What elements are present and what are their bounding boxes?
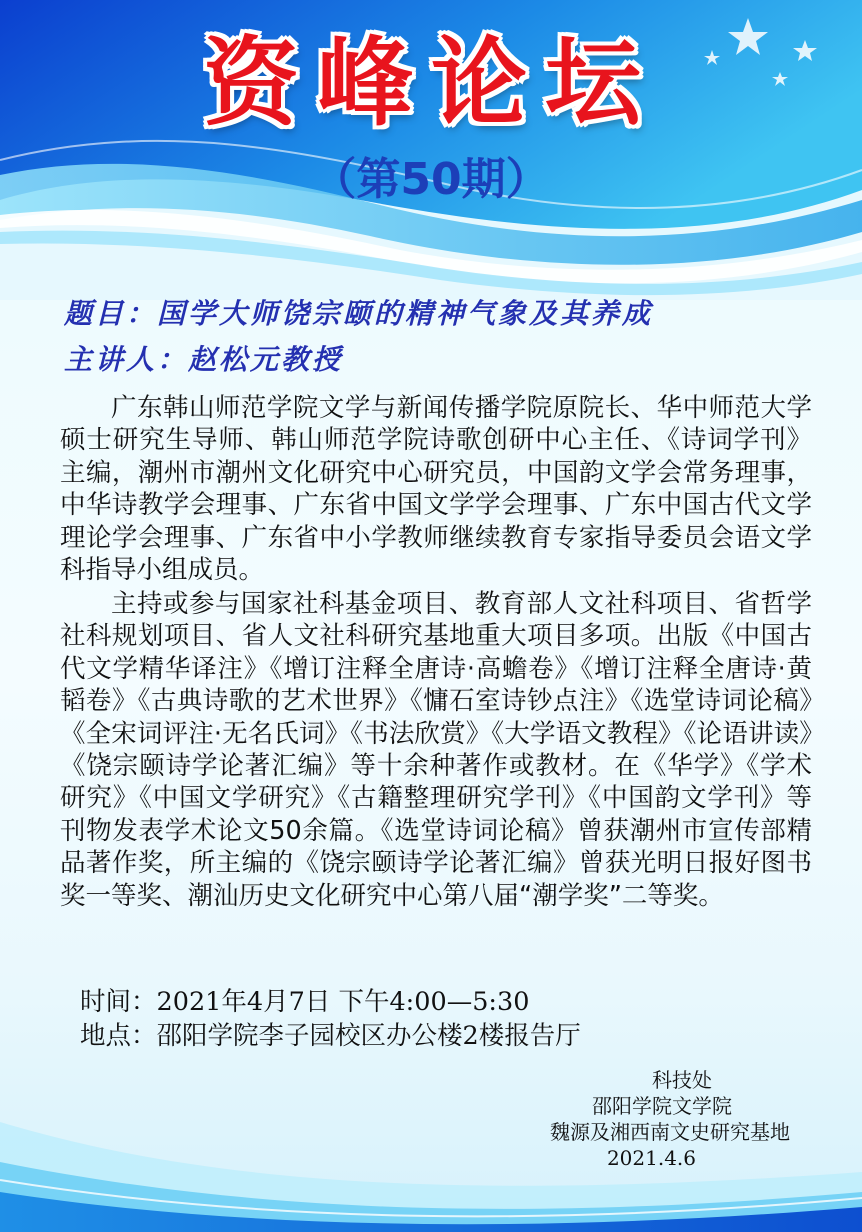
event-place: 地点：邵阳学院李子园校区办公楼2楼报告厅 <box>80 1021 581 1051</box>
speaker-bio-paragraph-2: 主持或参与国家社科基金项目、教育部人文社科项目、省哲学社科规划项目、省人文社科研究基地重大项目多项。出版《中国古代文学精华译注》《增订注释全唐诗·高蟾卷》《增订注释全唐诗·黄韬卷》《古典诗歌的艺术世界》《慵石室诗钞点注》《选堂诗词论稿》《全宋词评注·无名氏词》《书法欣赏》《大学语文教程》《论语讲读》《饶宗颐诗学论著汇编》等十余种著作或教材。在《华学》《学术研究》《中国文学研究》《古籍整理研究学刊》《中国韵文学刊》等刊物发表学术论文50余篇。《选堂诗词论稿》曾获潮州市宣传部精品著作奖，所主编的《饶宗颐诗学论著汇编》曾获光明日报好图书奖一等奖、潮汕历史文化研究中心第八届“潮学奖”二等奖。 <box>60 589 812 911</box>
organizer-2: 邵阳学院文学院 <box>592 1094 732 1118</box>
speaker-bio-paragraph-1: 广东韩山师范学院文学与新闻传播学院原院长、华中师范大学硕士研究生导师、韩山师范学院诗歌创研中心主任、《诗词学刊》主编，潮州市潮州文化研究中心研究员，中国韵文学会常务理事，中华诗教学会理事、广东省中国文学学会理事、广东中国古代文学理论学会理事、广东省中小学教师继续教育专家指导委员会语文学科指导小组成员。 <box>60 393 812 586</box>
forum-title: 资峰论坛 <box>203 27 659 139</box>
issue-number: （第50期） <box>312 154 550 205</box>
footer-wave-banner <box>0 1062 862 1232</box>
issue-date: 2021.4.6 <box>606 1146 696 1170</box>
lecture-speaker: 主讲人：赵松元教授 <box>64 343 344 376</box>
organizer-1: 科技处 <box>652 1068 712 1092</box>
event-time: 时间：2021年4月7日 下午4:00—5:30 <box>80 987 530 1017</box>
organizer-3: 魏源及湘西南文史研究基地 <box>550 1120 790 1144</box>
lecture-topic: 题目：国学大师饶宗颐的精神气象及其养成 <box>64 297 654 330</box>
